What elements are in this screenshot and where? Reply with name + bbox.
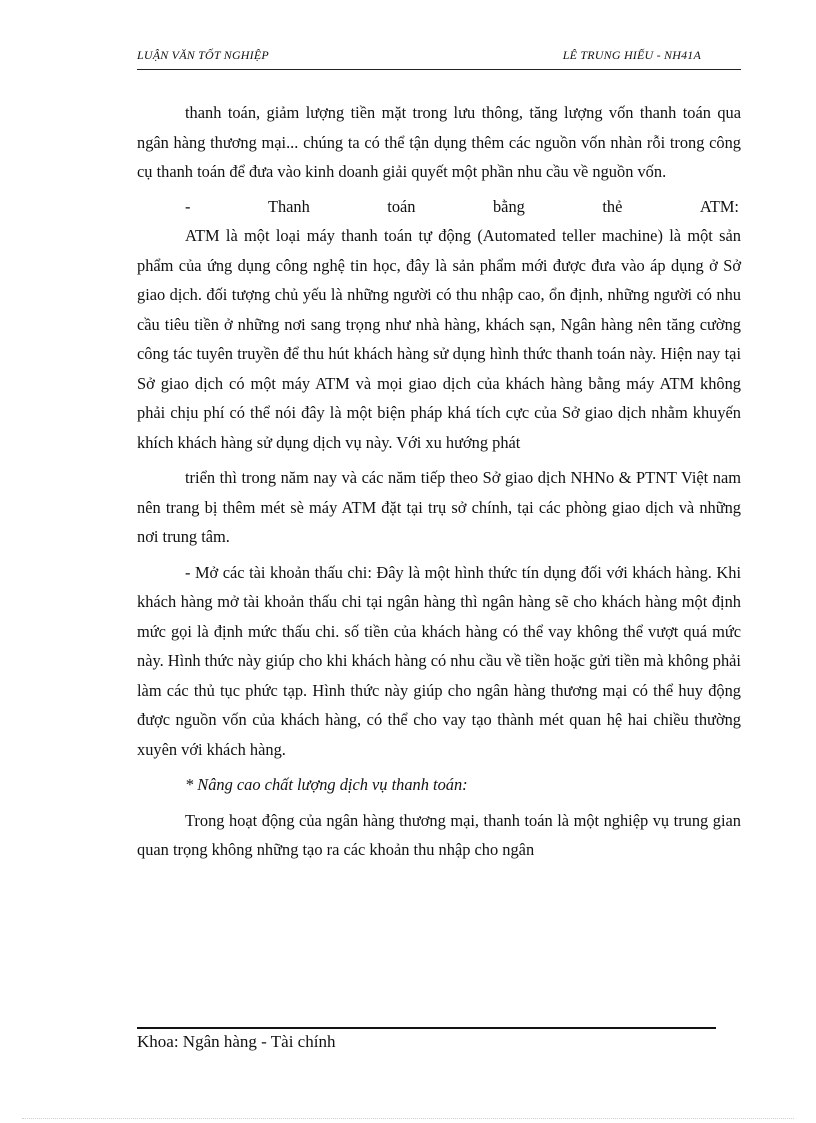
paragraph-payment-role: Trong hoạt động của ngân hàng thương mại, thanh toán là một nghiệp vụ trung gian quan trọng không những tạo ra các khoản thu nhập cho ngân xyxy=(137,810,741,859)
atm-bullet-word: bằng xyxy=(492,196,525,216)
paragraph-atm: ATM là một loại máy thanh toán tự động (Automated teller machine) là một sản phẩm của ứng dụng công nghệ tin học, đây là sản phẩm mới được đưa vào áp dụng ở Sở giao dịch. đối tượng chủ yếu là những người có thu nhập cao, ổn định, những người có nhu cầu tiêu tiền ở những nơi sang trọng như nhà hàng, khách sạn, Ngân hàng nên tăng cường công tác tuyên truyền để thu hút khách hàng sử dụng hình thức thanh toán này. Hiện nay tại Sở giao dịch có một máy ATM và mọi giao dịch của khách hàng bằng máy ATM không phải chịu phí có thể nói đây là một biện pháp khá tích cực của Sở giao dịch nhằm khuyến khích khách hàng sử dụng dịch vụ này. Với xu hướng phát xyxy=(137,226,741,452)
header-author: LÊ TRUNG HIẾU - NH41A xyxy=(562,48,701,62)
paragraph-atm-trend: triển thì trong năm nay và các năm tiếp theo Sở giao dịch NHNo & PTNT Việt nam nên trang bị thêm mét sè máy ATM đặt tại trụ sở chính, tại các phòng giao dịch và những nơi trung tâm. xyxy=(137,468,741,546)
page-edge xyxy=(22,1118,794,1119)
atm-bullet-word: toán xyxy=(387,196,416,216)
atm-bullet-heading xyxy=(137,192,741,222)
page-body xyxy=(137,98,741,865)
paragraph-overdraft: - Mở các tài khoản thấu chi: Đây là một hình thức tín dụng đối với khách hàng. Khi khách hàng mở tài khoản thấu chi tại ngân hàng thì ngân hàng sẽ cho khách hàng một định mức gọi là định mức thấu chi. số tiền của khách hàng có thể vay không thể vượt quá mức này. Hình thức này giúp cho khi khách hàng có nhu cầu về tiền hoặc gửi tiền mà không phải làm các thủ tục phức tạp. Hình thức này giúp cho ngân hàng thương mại có thể huy động được nguồn vốn của khách hàng, có thể cho vay tạo thành mét quan hệ hai chiều thường xuyên với khách hàng. xyxy=(137,562,741,759)
paragraph-funding: thanh toán, giảm lượng tiền mặt trong lưu thông, tăng lượng vốn thanh toán qua ngân hàng thương mại... chúng ta có thể tận dụng thêm các nguồn vốn nhàn rỗi trong công cụ thanh toán để đưa vào kinh doanh giải quyết một phần nhu cầu về nguồn vốn. xyxy=(137,103,741,181)
atm-bullet-word: ATM: xyxy=(699,196,739,216)
header-divider xyxy=(137,69,741,70)
header-thesis-label: LUẬN VĂN TỐT NGHIỆP xyxy=(137,48,269,62)
running-footer: Khoa: Ngân hàng - Tài chính xyxy=(137,1032,336,1051)
footer-divider xyxy=(137,1027,716,1029)
subheading-service-quality: * Nâng cao chất lượng dịch vụ thanh toán: xyxy=(185,775,468,794)
atm-bullet-word: - xyxy=(185,196,191,216)
running-header xyxy=(137,48,741,66)
atm-bullet-word: thẻ xyxy=(602,196,623,216)
atm-bullet-word: Thanh xyxy=(267,196,310,216)
